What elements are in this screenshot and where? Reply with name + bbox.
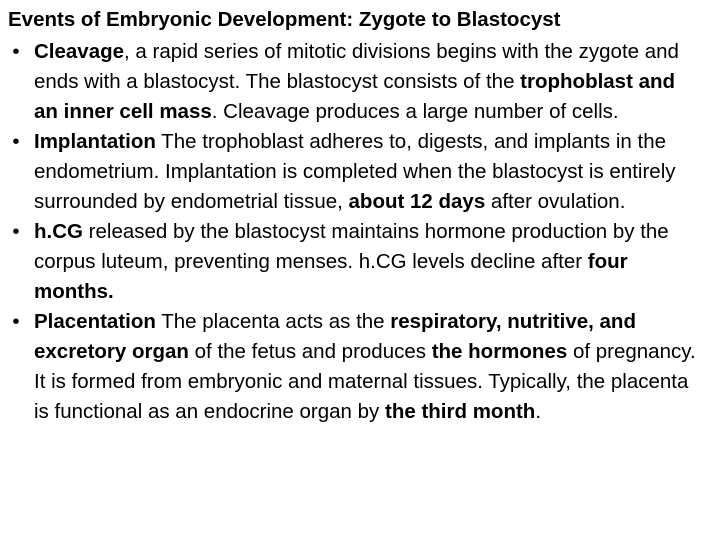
emphasis-12-days: about 12 days (348, 190, 486, 213)
text-segment: of the fetus and produces (188, 340, 432, 363)
bullet-item-implantation (0, 127, 700, 217)
text-segment: The trophoblast adheres to, digests, and implants in the endometrium. Implantation is completed when the blastocyst is entirely surrounded by endometrial tissue, (34, 130, 676, 213)
term-cleavage: Cleavage (34, 40, 125, 63)
text-segment: after ovulation. (485, 190, 626, 213)
bullet-item-cleavage (0, 37, 700, 127)
term-implantation: Implantation (34, 130, 156, 153)
bullet-icon: • (12, 310, 20, 333)
term-hcg: h.CG (34, 220, 83, 243)
emphasis-organ-roles: respiratory, nutritive, and excretory organ (34, 310, 636, 363)
emphasis-third-month: the third month (385, 400, 536, 423)
bullet-icon: • (12, 220, 20, 243)
bullet-icon: • (12, 130, 20, 153)
bullet-text-hcg (34, 220, 669, 303)
bullet-item-hcg (0, 217, 700, 307)
text-segment: The placenta acts as the (155, 310, 391, 333)
bullet-text-cleavage (34, 40, 679, 123)
text-segment: released by the blastocyst maintains hormone production by the corpus luteum, preventing menses. h.CG levels decline after (34, 220, 669, 273)
emphasis-trophoblast: trophoblast and an inner cell mass (34, 70, 676, 123)
text-segment: . (535, 400, 542, 423)
text-segment: of pregnancy. It is formed from embryonic and maternal tissues. Typically, the placenta is functional as an endocrine organ by (34, 340, 696, 423)
text-segment: , a rapid series of mitotic divisions begins with the zygote and ends with a blastocyst. The blastocyst consists of the (34, 40, 679, 93)
term-placentation: Placentation (34, 310, 156, 333)
bullet-list (0, 37, 700, 427)
emphasis-hormones: the hormones (431, 340, 568, 363)
bullet-item-placentation (0, 307, 700, 427)
bullet-icon: • (12, 40, 20, 63)
bullet-text-implantation (34, 130, 676, 213)
bullet-text-placentation (34, 310, 696, 423)
text-segment: . Cleavage produces a large number of cells. (211, 100, 619, 123)
emphasis-four-months: four months. (34, 250, 628, 303)
slide-title: Events of Embryonic Development: Zygote to Blastocyst (8, 8, 561, 31)
